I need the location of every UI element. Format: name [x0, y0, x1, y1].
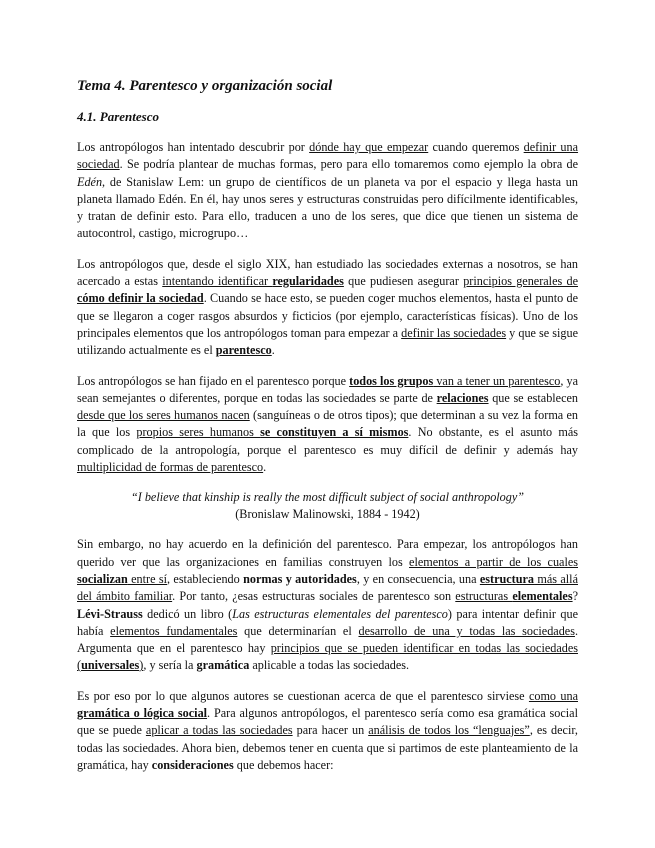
underlined-phrase: ) — [139, 658, 144, 673]
italic-book-title: Las estructuras elementales del parentesco — [232, 606, 448, 621]
text-run: . No obstante, es el asunto más complicado de la antropología, porque el parentesco es muy difícil de definir y además hay — [77, 425, 578, 457]
text-run: . Argumenta que en el parentesco hay — [77, 623, 578, 656]
document-title: Tema 4. Parentesco y organización social — [77, 78, 333, 94]
underlined-phrase: desde que los seres humanos nacen — [77, 408, 250, 423]
text-run: Los antropólogos han intentado descubrir por — [77, 140, 310, 154]
text-run: Es por eso por lo que algunos autores se cuestionan acerca de que el parentesco sirviese — [77, 688, 529, 703]
underlined-phrase: principios generales de — [463, 274, 578, 289]
text-run: que debemos hacer: — [233, 757, 334, 772]
text-run: , estableciendo — [167, 571, 244, 586]
bold-phrase: normas y autoridades — [243, 571, 357, 586]
text-run: Los antropólogos que, desde el siglo XIX, han estudiado las sociedades externas a nosotros, se han acercado a estas — [77, 256, 578, 289]
bold-underlined-phrase: gramática o lógica social — [77, 706, 208, 721]
text-run: que pudiesen asegurar — [343, 274, 464, 289]
bold-underlined-phrase: estructura — [479, 571, 535, 586]
underlined-phrase: análisis de todos los “lenguajes” — [368, 723, 530, 738]
italic-book-title: Edén — [77, 174, 103, 189]
text-run: . Se podría plantear de muchas formas, pero para ello tomaremos como ejemplo la obra de — [119, 157, 578, 172]
bold-underlined-phrase: universales — [81, 658, 140, 673]
text-run: para hacer un — [292, 723, 369, 738]
text-run: , ya sean semejantes o diferentes, porque en todas las sociedades se parte de — [77, 373, 578, 405]
text-run: ) para intentar definir que había — [77, 606, 578, 638]
bold-underlined-phrase: socializan — [77, 571, 128, 586]
bold-underlined-phrase: se constituyen a sí mismos — [260, 425, 409, 440]
bold-underlined-phrase: todos los grupos — [349, 373, 434, 388]
text-run: Los antropólogos se han fijado en el parentesco porque — [77, 373, 350, 388]
quote-text: “I believe that kinship is really the most difficult subject of social anthropology” — [130, 490, 525, 505]
underlined-phrase: elementos fundamentales — [110, 623, 238, 638]
underlined-phrase: estructuras — [455, 589, 513, 604]
text-run: , de Stanislaw Lem: un grupo de científicos de un planeta va por el espacio y llega hasta un planeta llamado Edén. En él, hay unos seres y estructuras construidas pero difícilmente identificables, y tratan de definir esto. Para ello, traducen a uno de los seres, que dice que tienen un sistema de autocontrol, castigo, microgrupo… — [77, 174, 578, 241]
text-run: , y en consecuencia, una — [356, 571, 480, 586]
underlined-phrase: entre sí — [127, 571, 167, 586]
underlined-phrase: más allá del ámbito familiar — [77, 571, 578, 604]
text-run: que determinarían el — [237, 623, 359, 638]
text-run: . — [271, 343, 275, 358]
text-run: . Cuando se hace esto, se pueden coger muchos elementos, hasta el punto de que se llegaron a coger rasgos absurdos y ficticios (por ejemplo, características físicas). Uno de los principales elementos que los antropólogos toman para empezar a — [77, 291, 579, 340]
text-run: . Para algunos antropólogos, el parentesco sería como esa gramática social que se puede — [77, 706, 578, 738]
quote-block — [77, 489, 578, 523]
underlined-phrase: definir una sociedad — [77, 140, 579, 172]
text-run: dedicó un libro ( — [142, 606, 233, 621]
underlined-phrase: principios que se pueden identificar en todas las sociedades ( — [77, 641, 578, 673]
underlined-phrase: propios seres humanos — [136, 425, 261, 440]
bold-underlined-phrase: regularidades — [272, 274, 344, 289]
underlined-phrase: definir las sociedades — [401, 325, 507, 340]
bold-underlined-phrase: cómo definir la sociedad — [77, 291, 204, 306]
text-run: . — [263, 460, 267, 475]
underlined-phrase: elementos a partir de los cuales — [409, 554, 578, 569]
text-run: Sin embargo, no hay acuerdo en la definición del parentesco. Para empezar, los antropólogos han querido ver que las organizaciones en familias construyen los — [77, 537, 578, 569]
text-run: , es decir, todas las sociedades. Ahora bien, debemos tener en cuenta que si partimos de este planteamiento de la gramática, hay — [77, 723, 578, 772]
text-run: cuando queremos — [428, 140, 524, 154]
underlined-phrase: aplicar a todas las sociedades — [145, 723, 293, 738]
text-run: que se establecen — [488, 390, 579, 405]
underlined-phrase: dónde hay que empezar — [309, 140, 429, 154]
paragraph-2 — [77, 256, 578, 360]
text-run: y que se sigue utilizando actualmente es el — [77, 325, 578, 358]
text-run: . Por tanto, ¿esas estructuras sociales de parentesco son — [172, 589, 456, 604]
paragraph-3 — [77, 373, 578, 477]
quote-attribution: (Bronislaw Malinowski, 1884 - 1942) — [235, 507, 420, 522]
bold-underlined-phrase: parentesco — [215, 343, 272, 358]
underlined-phrase: como una — [528, 688, 578, 703]
underlined-phrase: van a tener un parentesco — [433, 373, 561, 388]
underlined-phrase: intentando identificar — [162, 274, 273, 289]
bold-phrase: gramática — [196, 658, 250, 673]
text-run: (sanguíneas o de otros tipos); que determinan a su vez la forma en la que los — [77, 408, 578, 440]
underlined-phrase: desarrollo de una y todas las sociedades — [358, 623, 575, 638]
paragraph-5 — [77, 688, 578, 774]
text-run: , y sería la — [143, 658, 197, 673]
underlined-phrase: multiplicidad de formas de parentesco — [77, 460, 264, 475]
bold-underlined-phrase: relaciones — [436, 390, 489, 405]
paragraph-4 — [77, 536, 578, 674]
bold-underlined-phrase: elementales — [512, 589, 573, 604]
text-run: ? — [572, 589, 578, 604]
paragraph-1 — [77, 139, 578, 243]
bold-phrase: Lévi-Strauss — [77, 606, 143, 621]
text-run: aplicable a todas las sociedades. — [249, 658, 410, 673]
bold-phrase: consideraciones — [151, 757, 234, 772]
section-heading: 4.1. Parentesco — [77, 109, 159, 124]
